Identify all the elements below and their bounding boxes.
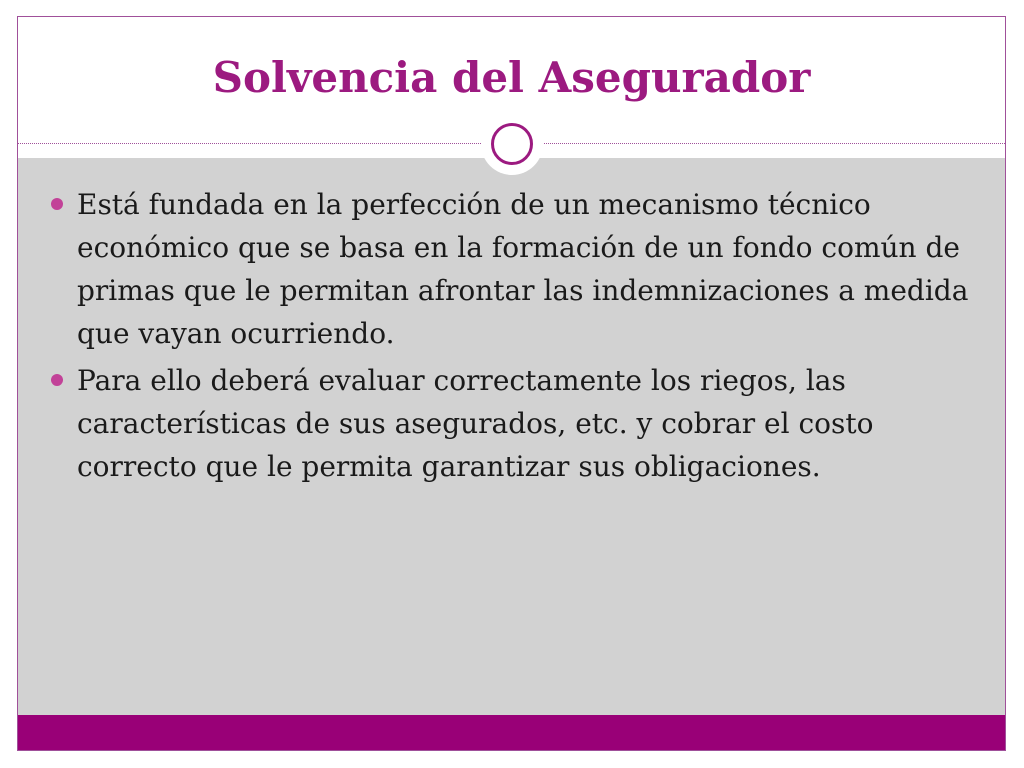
footer-bar: [18, 715, 1005, 750]
circle-ring-icon: [481, 113, 543, 175]
bullet-dot-icon: [51, 198, 63, 210]
bullet-list: [50, 183, 985, 492]
ring: [491, 123, 533, 165]
slide-title: Solvencia del Asegurador: [212, 53, 811, 102]
list-item: [50, 183, 985, 355]
bullet-text: Para ello deberá evaluar correctamente los riegos, las características de sus asegurados, etc. y cobrar el costo correcto que le permita garantizar sus obligaciones.: [77, 364, 874, 483]
bullet-text: Está fundada en la perfección de un mecanismo técnico económico que se basa en la formación de un fondo común de primas que le permitan afrontar las indemnizaciones a medida que vayan ocurriendo.: [77, 188, 969, 350]
list-item: [50, 359, 985, 488]
slide: [17, 16, 1006, 751]
bullet-dot-icon: [51, 374, 63, 386]
